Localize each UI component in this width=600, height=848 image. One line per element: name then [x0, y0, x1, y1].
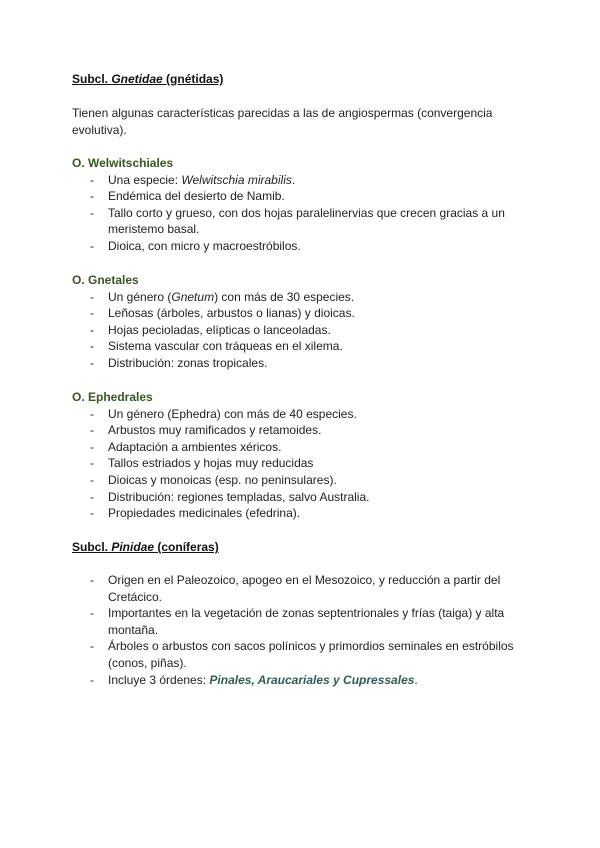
order-welwitschiales [72, 155, 542, 255]
list-item: - Hojas pecioladas, elípticas o lanceoladas. [72, 322, 542, 339]
order-title: O. Welwitschiales [72, 156, 174, 170]
list-item: - Dioicas y monoicas (esp. no peninsulares). [72, 472, 542, 489]
list-item: - Un género (Gnetum) con más de 30 especies. [72, 289, 542, 306]
section-heading-gnetidae: Subcl. Gnetidae (gnétidas) [72, 72, 224, 86]
list-item: - Una especie: Welwitschia mirabilis. [72, 172, 542, 189]
list-item: - Distribución: zonas tropicales. [72, 355, 542, 372]
list-item: - Adaptación a ambientes xéricos. [72, 439, 542, 456]
list-item: - Un género (Ephedra) con más de 40 especies. [72, 406, 542, 423]
list-item: - Árboles o arbustos con sacos polínicos y primordios seminales en estróbilos (conos, piñas). [72, 638, 542, 671]
list-item: - Tallos estriados y hojas muy reducidas [72, 455, 542, 472]
list-item: - Importantes en la vegetación de zonas septentrionales y frías (taiga) y alta montaña. [72, 605, 542, 638]
pinidae-list-block [72, 572, 542, 688]
list-item: - Incluye 3 órdenes: Pinales, Araucariales y Cupressales. [72, 672, 542, 689]
section-heading-pinidae: Subcl. Pinidae (coníferas) [72, 540, 219, 554]
list-item: - Distribución: regiones templadas, salvo Australia. [72, 489, 542, 506]
list-item: - Sistema vascular con tráqueas en el xilema. [72, 338, 542, 355]
list-item: - Tallo corto y grueso, con dos hojas paralelinervias que crecen gracias a un meristemo basal. [72, 205, 542, 238]
list-item: - Dioica, con micro y macroestróbilos. [72, 238, 542, 255]
order-list [72, 406, 542, 522]
list-item: - Leñosas (árboles, arbustos o lianas) y dioicas. [72, 305, 542, 322]
orders-highlight: Pinales, Araucariales y Cupressales [209, 672, 415, 687]
pinidae-list [72, 572, 542, 688]
list-item: - Origen en el Paleozoico, apogeo en el Mesozoico, y reducción a partir del Cretácico. [72, 572, 542, 605]
taxon-name: Pinidae [111, 540, 155, 554]
order-list [72, 172, 542, 255]
list-item: - Arbustos muy ramificados y retamoides. [72, 422, 542, 439]
order-list [72, 289, 542, 372]
order-title: O. Gnetales [72, 273, 139, 287]
order-ephedrales [72, 389, 542, 522]
order-gnetales [72, 272, 542, 372]
list-item: - Propiedades medicinales (efedrina). [72, 505, 542, 522]
list-item: - Endémica del desierto de Namib. [72, 188, 542, 205]
intro-paragraph: Tienen algunas características parecidas a las de angiospermas (convergencia evolutiva). [72, 106, 493, 137]
order-title: O. Ephedrales [72, 390, 153, 404]
taxon-name: Gnetidae [111, 72, 163, 86]
